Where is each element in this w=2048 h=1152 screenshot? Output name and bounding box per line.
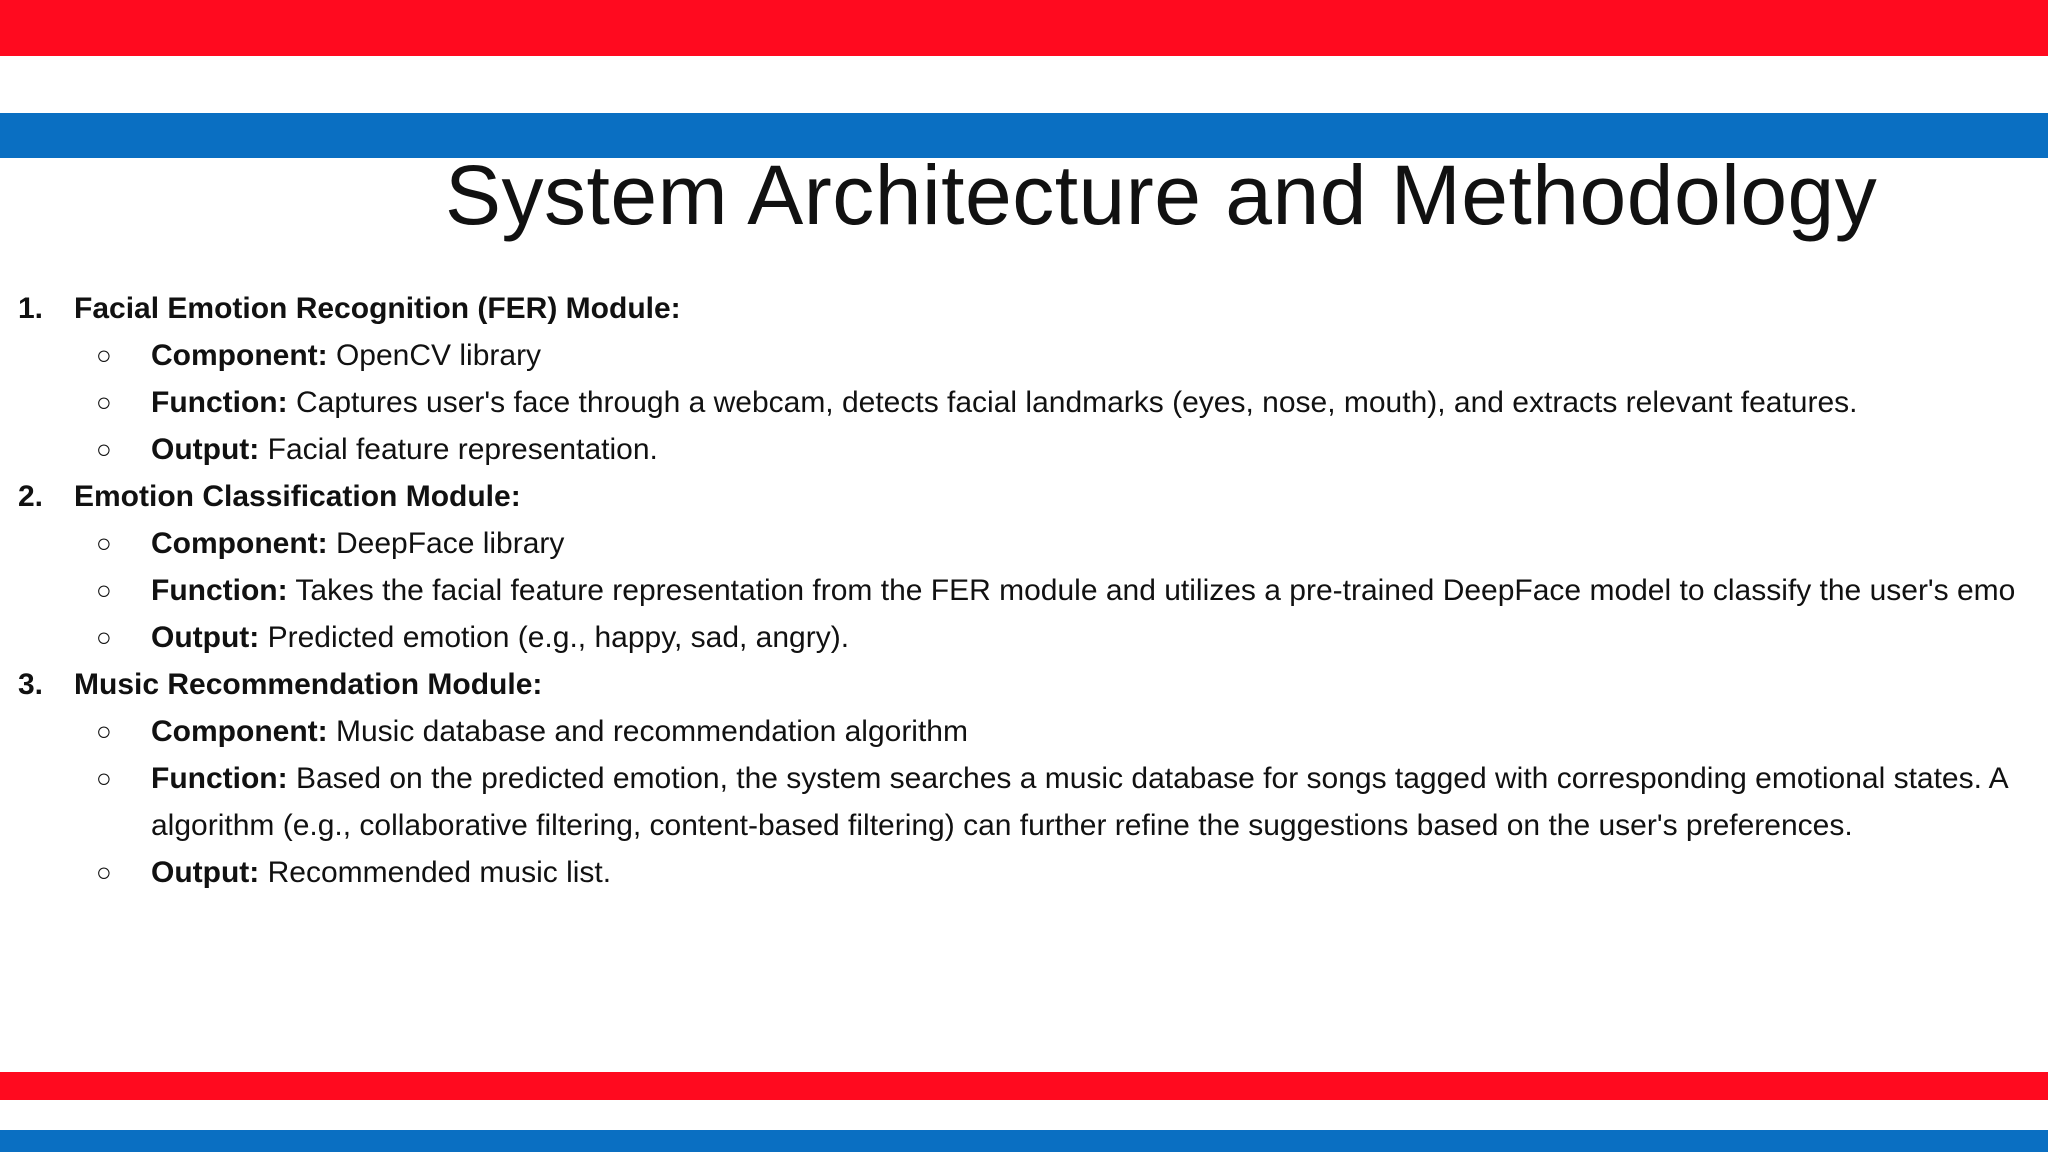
item-label: Component:	[151, 527, 328, 560]
bullet-circle-icon: ○	[96, 622, 112, 652]
bullet-circle-icon: ○	[96, 434, 112, 464]
section-heading	[0, 661, 2048, 708]
section-emotion-classification	[0, 473, 2048, 661]
list-item	[0, 567, 2048, 614]
section-fer-module	[0, 285, 2048, 473]
item-text: Takes the facial feature representation from the FER module and utilizes a pre-trained DeepFace model to classify the user's emo	[287, 574, 2016, 607]
section-title: Music Recommendation Module:	[74, 668, 543, 701]
slide-title: System Architecture and Methodology	[445, 148, 1878, 242]
item-label: Output:	[151, 856, 260, 889]
item-label: Output:	[151, 621, 260, 654]
list-item	[0, 379, 2048, 426]
item-text: Predicted emotion (e.g., happy, sad, angry).	[259, 621, 850, 654]
bullet-circle-icon: ○	[96, 387, 112, 417]
section-heading	[0, 473, 2048, 520]
section-number: 1.	[18, 292, 44, 325]
item-text: Music database and recommendation algorithm	[327, 715, 968, 748]
list-item	[0, 614, 2048, 661]
list-item	[0, 332, 2048, 379]
list-item	[0, 755, 2048, 849]
item-text: OpenCV library	[327, 339, 542, 372]
item-label: Output:	[151, 433, 260, 466]
item-label: Component:	[151, 715, 328, 748]
section-title: Facial Emotion Recognition (FER) Module:	[74, 292, 681, 325]
section-music-recommendation	[0, 661, 2048, 896]
bullet-circle-icon: ○	[96, 575, 112, 605]
section-title: Emotion Classification Module:	[74, 480, 521, 513]
item-label: Function:	[151, 762, 288, 795]
item-label: Function:	[151, 386, 288, 419]
item-text: Based on the predicted emotion, the system searches a music database for songs tagged with corresponding emotional states. A algorithm (e.g., collaborative filtering, content-based filtering) can further refine the suggestions based on the user's preferences.	[151, 762, 2007, 842]
bullet-circle-icon: ○	[96, 528, 112, 558]
section-number: 3.	[18, 668, 44, 701]
list-item	[0, 520, 2048, 567]
bottom-red-band	[0, 1072, 2048, 1100]
section-number: 2.	[18, 480, 44, 513]
bullet-circle-icon: ○	[96, 763, 112, 793]
item-label: Component:	[151, 339, 328, 372]
section-heading	[0, 285, 2048, 332]
bottom-blue-band	[0, 1130, 2048, 1152]
list-item	[0, 426, 2048, 473]
item-text: Recommended music list.	[259, 856, 612, 889]
item-text: Captures user's face through a webcam, detects facial landmarks (eyes, nose, mouth), and extracts relevant features.	[287, 386, 1858, 419]
list-item	[0, 849, 2048, 896]
item-label: Function:	[151, 574, 288, 607]
item-text: DeepFace library	[327, 527, 565, 560]
bullet-circle-icon: ○	[96, 716, 112, 746]
top-red-band	[0, 0, 2048, 56]
bullet-circle-icon: ○	[96, 857, 112, 887]
list-item	[0, 708, 2048, 755]
item-text: Facial feature representation.	[259, 433, 658, 466]
bullet-circle-icon: ○	[96, 340, 112, 370]
slide-body	[0, 285, 2048, 896]
